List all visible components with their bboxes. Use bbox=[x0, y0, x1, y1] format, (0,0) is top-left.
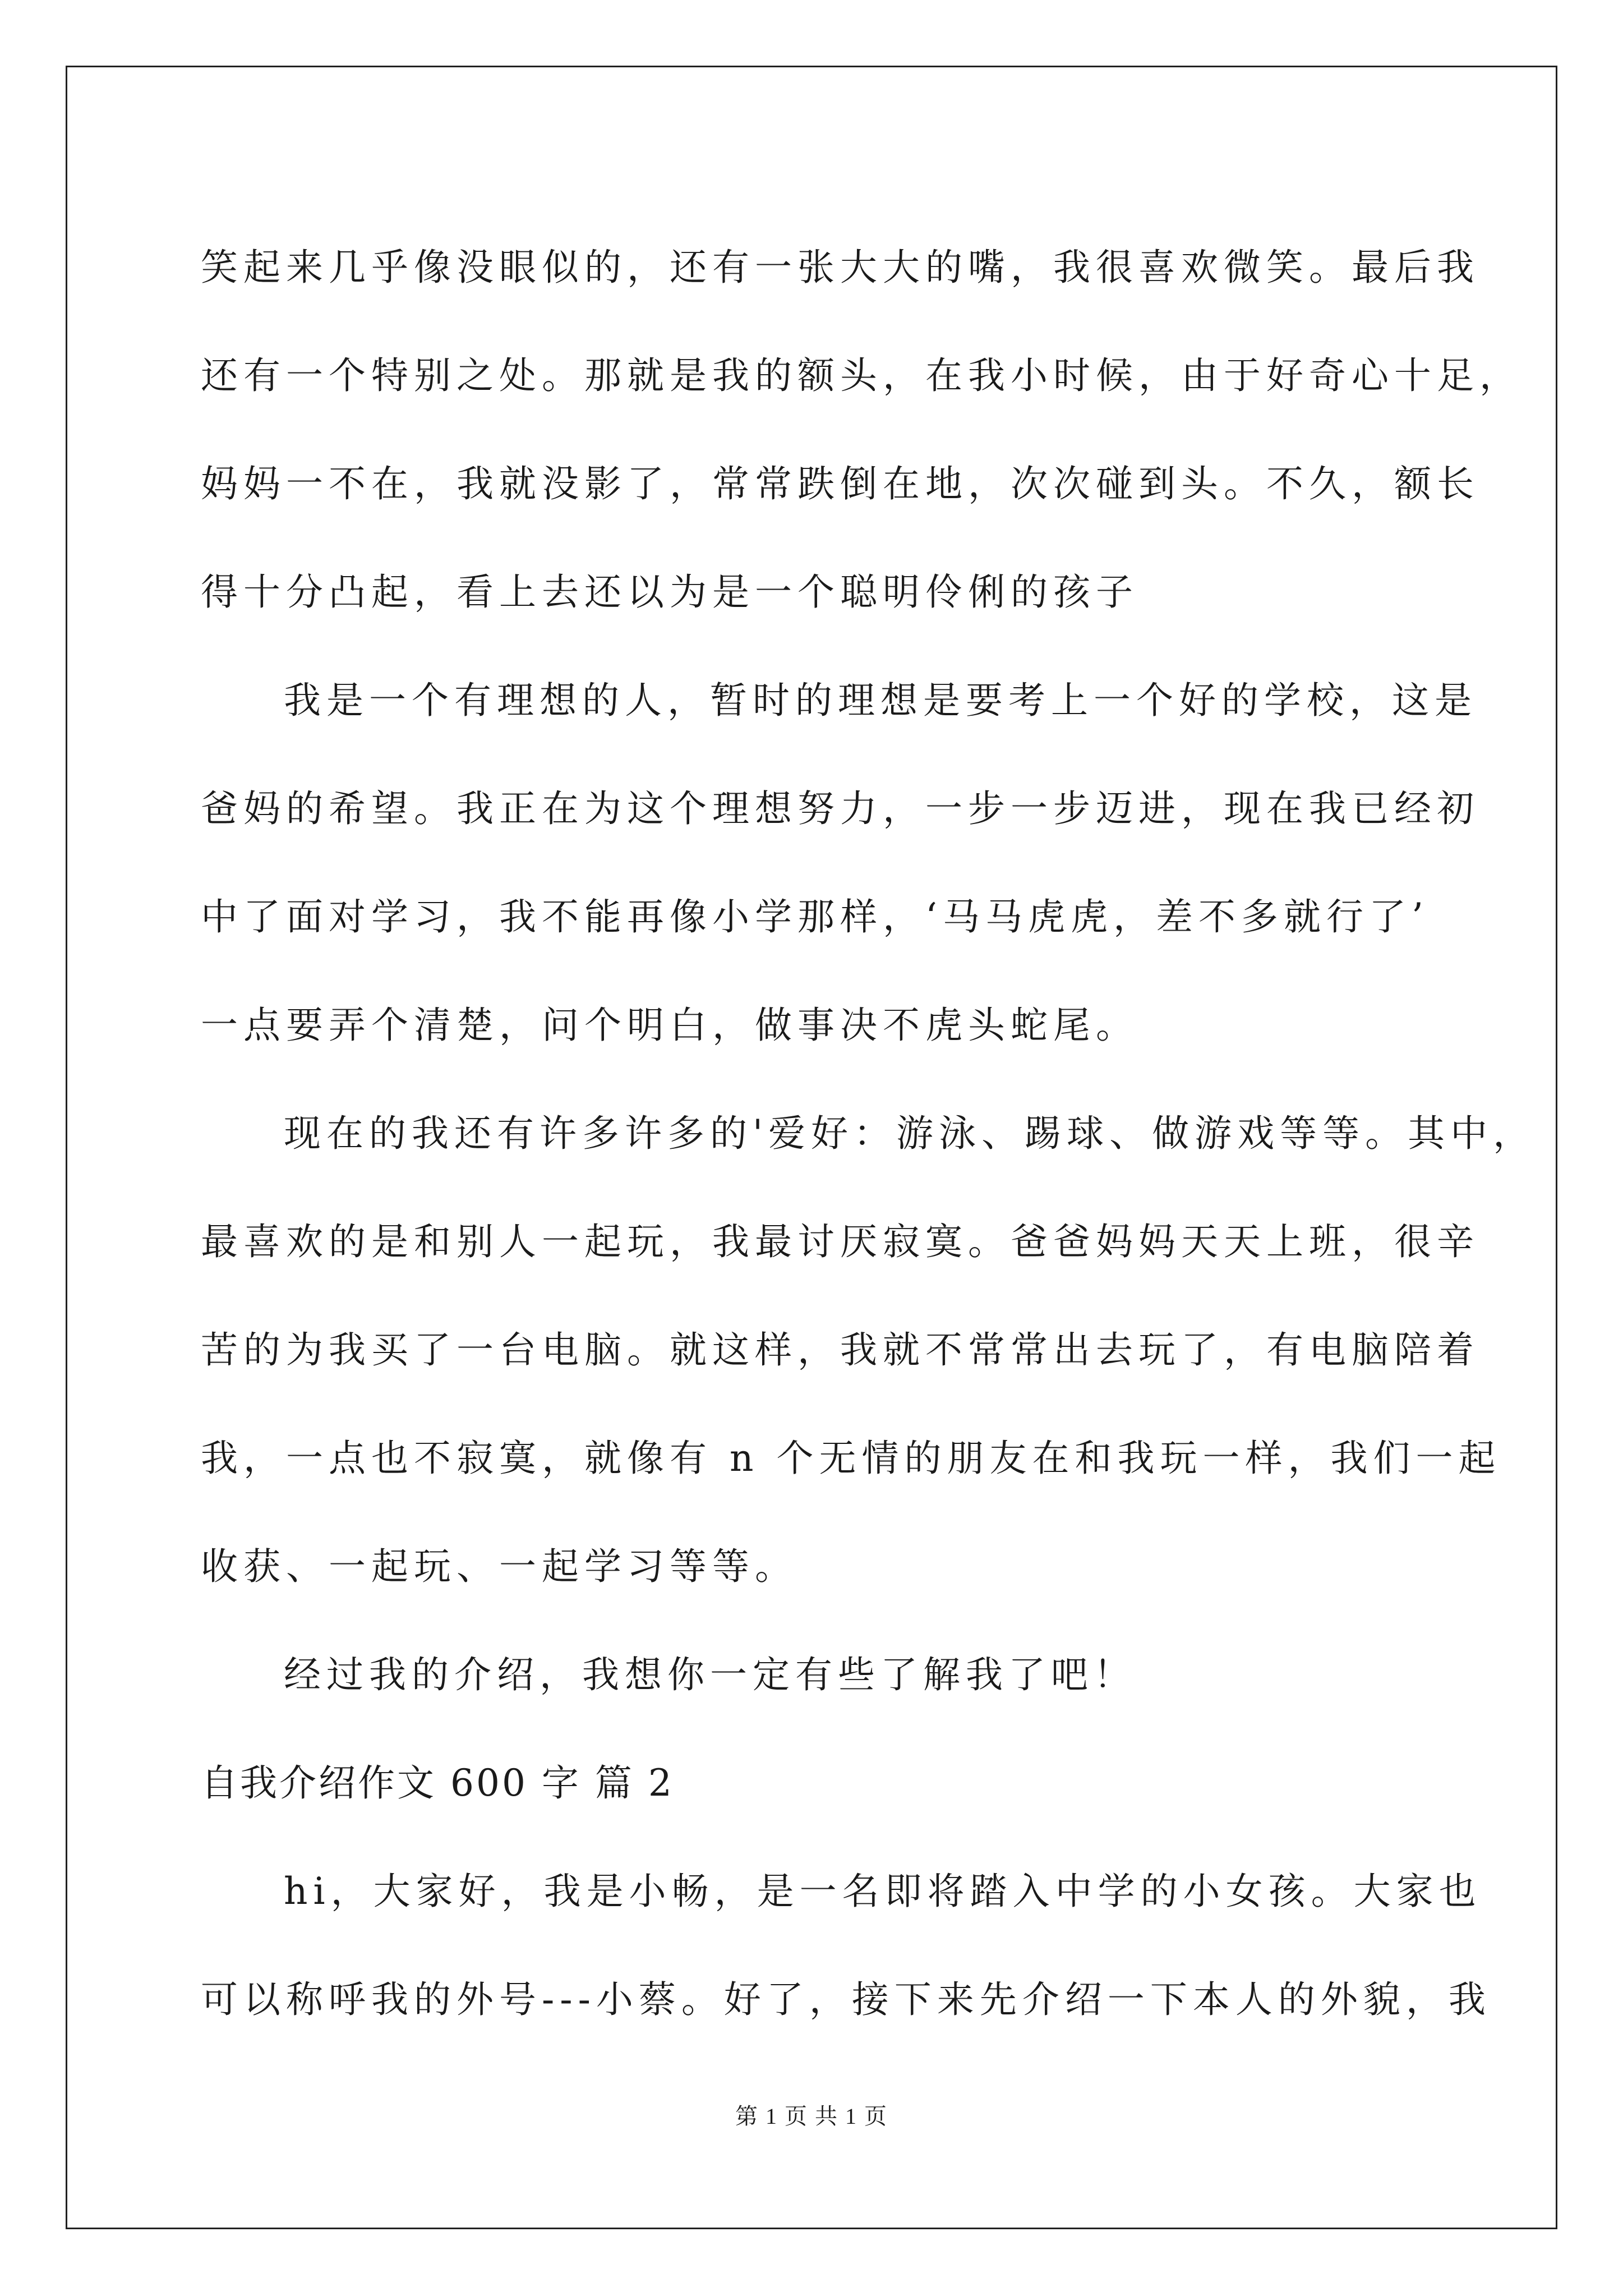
text-line: 中了面对学习，我不能再像小学那样，‘马马虎虎，差不多就行了’ bbox=[201, 895, 1429, 938]
text-line: 爸妈的希望。我正在为这个理想努力，一步一步迈进，现在我已经初 bbox=[201, 787, 1479, 830]
paragraph-start-line: hi，大家好，我是小畅，是一名即将踏入中学的小女孩。大家也 bbox=[284, 1870, 1482, 1913]
paragraph-start-line: 现在的我还有许多许多的'爱好：游泳、踢球、做游戏等等。其中， bbox=[284, 1112, 1536, 1155]
text-line: 可以称呼我的外号---小蔡。好了，接下来先介绍一下本人的外貌，我 bbox=[201, 1978, 1491, 2021]
text-line: 一点要弄个清楚，问个明白，做事决不虎头蛇尾。 bbox=[201, 1004, 1138, 1047]
page-number: 第 1 页 共 1 页 bbox=[735, 2104, 888, 2129]
text-line: 得十分凸起，看上去还以为是一个聪明伶俐的孩子 bbox=[201, 570, 1138, 614]
text-line: 收获、一起玩、一起学习等等。 bbox=[201, 1545, 797, 1588]
text-line: 苦的为我买了一台电脑。就这样，我就不常常出去玩了，有电脑陪着 bbox=[201, 1328, 1479, 1372]
document-body bbox=[201, 213, 1536, 2054]
section-heading: 自我介绍作文 600 字 篇 2 bbox=[201, 1761, 674, 1805]
paragraph-start-line: 经过我的介绍，我想你一定有些了解我了吧！ bbox=[284, 1653, 1136, 1696]
page-footer bbox=[0, 2102, 1623, 2131]
text-line: 还有一个特别之处。那就是我的额头，在我小时候，由于好奇心十足， bbox=[201, 354, 1522, 397]
text-line: 我，一点也不寂寞，就像有 n 个无情的朋友在和我玩一样，我们一起 bbox=[201, 1437, 1501, 1480]
paragraph-start-line: 我是一个有理想的人，暂时的理想是要考上一个好的学校，这是 bbox=[284, 679, 1477, 722]
text-line: 最喜欢的是和别人一起玩，我最讨厌寂寞。爸爸妈妈天天上班，很辛 bbox=[201, 1220, 1479, 1263]
text-line: 妈妈一不在，我就没影了，常常跌倒在地，次次碰到头。不久，额长 bbox=[201, 462, 1479, 505]
text-line: 笑起来几乎像没眼似的，还有一张大大的嘴，我很喜欢微笑。最后我 bbox=[201, 246, 1479, 289]
